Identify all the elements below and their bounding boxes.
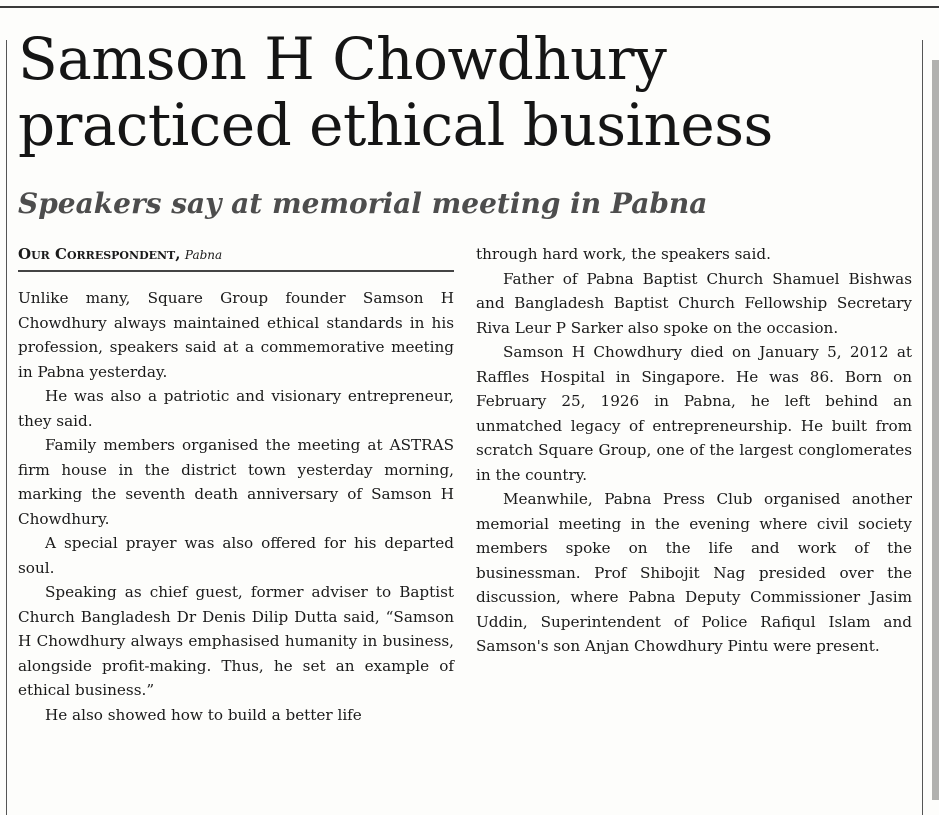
- paragraph: Family members organised the meeting at ASTRAS firm house in the district town yesterday morning, marking the seventh death anniversary of Samson H Chowdhury.: [18, 436, 454, 528]
- adjacent-page-edge: [932, 60, 939, 800]
- top-border-rule: [0, 6, 939, 8]
- paragraph: He was also a patriotic and visionary entrepreneur, they said.: [18, 387, 454, 430]
- article-column-2: [476, 242, 912, 659]
- byline-rule: [18, 270, 454, 272]
- headline: Samson H Chowdhury practiced ethical business: [18, 25, 773, 159]
- paragraph: through hard work, the speakers said.: [476, 245, 771, 263]
- paragraph: Meanwhile, Pabna Press Club organised another memorial meeting in the evening where civil society members spoke on the life and work of the businessman. Prof Shibojit Nag presided over the discussion, where Pabna Deputy Commissioner Jasim Uddin, Superintendent of Police Rafiqul Islam and Samson's son Anjan Chowdhury Pintu were present.: [476, 490, 912, 655]
- left-column-rule: [6, 40, 7, 815]
- subheadline: Speakers say at memorial meeting in Pabna: [18, 187, 708, 220]
- article-column-1: [18, 286, 454, 727]
- paragraph: Father of Pabna Baptist Church Shamuel Bishwas and Bangladesh Baptist Church Fellowship Secretary Riva Leur P Sarker also spoke on the occasion.: [476, 269, 912, 337]
- paragraph: Speaking as chief guest, former adviser to Baptist Church Bangladesh Dr Denis Dilip Dutta said, “Samson H Chowdhury always emphasised humanity in business, alongside profit-making. Thus, he set an example of ethical business.”: [18, 583, 454, 699]
- right-column-rule: [922, 40, 923, 815]
- paragraph: Unlike many, Square Group founder Samson H Chowdhury always maintained ethical standards in his profession, speakers said at a commemorative meeting in Pabna yesterday.: [18, 289, 454, 381]
- paragraph: Samson H Chowdhury died on January 5, 2012 at Raffles Hospital in Singapore. He was 86. Born on February 25, 1926 in Pabna, he left behind an unmatched legacy of entrepreneurship. He built from scratch Square Group, one of the largest conglomerates in the country.: [476, 343, 912, 484]
- byline: [18, 244, 458, 265]
- byline-location: Pabna: [184, 248, 223, 262]
- paragraph: A special prayer was also offered for his departed soul.: [18, 534, 454, 577]
- byline-author: Our Correspondent,: [18, 245, 181, 263]
- paragraph: He also showed how to build a better life: [45, 705, 362, 724]
